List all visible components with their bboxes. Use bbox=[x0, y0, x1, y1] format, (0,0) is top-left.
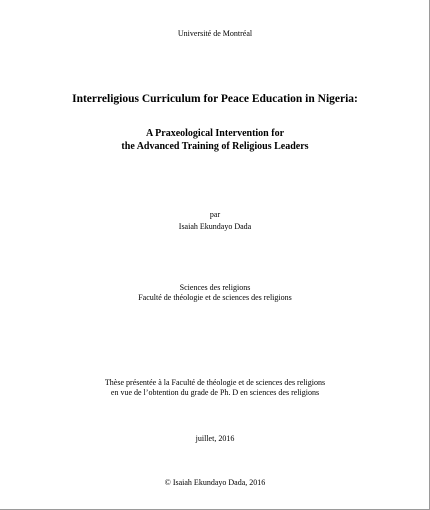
by-label: par bbox=[209, 210, 221, 219]
copyright-notice: © Isaiah Ekundayo Dada, 2016 bbox=[164, 478, 266, 487]
department-name: Sciences des religions bbox=[179, 283, 251, 292]
faculty-name: Faculté de théologie et de sciences des religions bbox=[138, 293, 292, 302]
thesis-subtitle-line-2: the Advanced Training of Religious Leaders bbox=[121, 141, 309, 152]
thesis-statement-line-2: en vue de l’obtention du grade de Ph. D en sciences des religions bbox=[110, 388, 320, 397]
thesis-subtitle-line-1: A Praxeological Intervention for bbox=[145, 128, 285, 139]
submission-date: juillet, 2016 bbox=[195, 434, 235, 443]
thesis-statement-line-1: Thèse présentée à la Faculté de théologie et de sciences des religions bbox=[104, 378, 326, 387]
author-name: Isaiah Ekundayo Dada bbox=[178, 222, 252, 231]
university-name: Université de Montréal bbox=[177, 29, 253, 38]
thesis-title: Interreligious Curriculum for Peace Education in Nigeria: bbox=[72, 93, 358, 105]
